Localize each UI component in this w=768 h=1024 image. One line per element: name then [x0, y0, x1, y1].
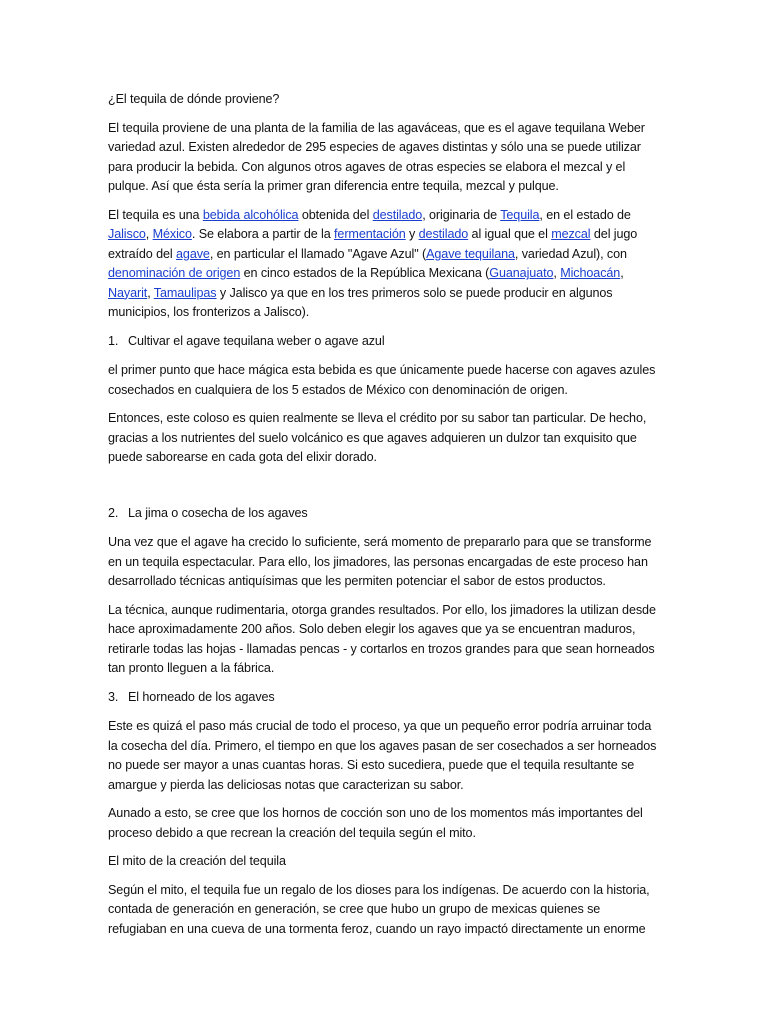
- definition-text: El tequila es una: [108, 207, 203, 222]
- definition-text: del jugo extraído del: [108, 227, 638, 261]
- step-2-paragraph-1: Una vez que el agave ha crecido lo suficiente, será momento de prepararlo para que se transforme en un tequila espectacular. Para ello, los jimadores, las personas encargadas de este proceso han desarrollado técnicas antiquísimas que les permiten potenciar el sabor de estos productos.: [108, 535, 652, 588]
- step-2-title: La jima o cosecha de los agaves: [128, 505, 308, 520]
- definition-text: y: [405, 227, 419, 241]
- step-1-heading: [108, 332, 660, 352]
- step-1-paragraph-1: el primer punto que hace mágica esta bebida es que únicamente puede hacerse con agaves azules cosechados en cualquiera de los 5 estados de México con denominación de origen.: [108, 363, 656, 397]
- step-2-paragraph-2: La técnica, aunque rudimentaria, otorga grandes resultados. Por ello, los jimadores la utilizan desde hace aproximadamente 200 años. Solo deben elegir los agaves que ya se encuentran maduros, retirarle todas las hojas - llamadas pencas - y cortarlos en trozos grandes para que sean horneados tan pronto lleguen a la fábrica.: [108, 602, 656, 675]
- definition-paragraph: [108, 206, 660, 323]
- step-1-paragraph-2: Entonces, este coloso es quien realmente se lleva el crédito por su sabor tan particular. De hecho, gracias a los nutrientes del suelo volcánico es que agaves adquieren un dulzor tan exquisito que puede saborearse en cada gota del elixir dorado.: [108, 411, 647, 464]
- document-title: ¿El tequila de dónde proviene?: [108, 92, 280, 106]
- step-2-number: 2.: [108, 505, 119, 520]
- link-agave-tequilana[interactable]: Agave tequilana: [426, 246, 515, 261]
- definition-text: al igual que el: [468, 227, 552, 241]
- definition-text: ,: [147, 285, 154, 300]
- intro-paragraph: El tequila proviene de una planta de la familia de las agaváceas, que es el agave tequilana Weber variedad azul. Existen alrededor de 295 especies de agaves distintas y sólo una se puede utilizar para producir la bebida. Con algunos otros agaves de otras especies se elabora el mezcal y el pulque. Así que ésta sería la primer gran diferencia entre tequila, mezcal y pulque.: [108, 120, 645, 193]
- link-destilado-2[interactable]: destilado: [418, 227, 469, 241]
- step-3-paragraph-2: Aunado a esto, se cree que los hornos de cocción son uno de los momentos más importantes del proceso debido a que recrean la creación del tequila según el mito.: [108, 806, 643, 840]
- link-bebida-alcoholica[interactable]: bebida alcohólica: [202, 207, 299, 222]
- definition-text: . Se elabora a partir de la: [191, 227, 335, 241]
- step-1-title: Cultivar el agave tequilana weber o agave azul: [128, 333, 385, 348]
- link-michoacan[interactable]: Michoacán: [560, 266, 621, 280]
- step-3-title: El horneado de los agaves: [128, 689, 275, 704]
- myth-paragraph-1: Según el mito, el tequila fue un regalo de los dioses para los indígenas. De acuerdo con la historia, contada de generación en generación, se cree que hubo un grupo de mexicas quienes se refugiaban en una cueva de una tormenta feroz, cuando un rayo impactó directamente un enorme: [108, 882, 650, 936]
- step-3-heading: [108, 688, 660, 708]
- link-nayarit[interactable]: Nayarit: [108, 285, 148, 300]
- definition-text: , variedad Azul), con: [514, 246, 627, 261]
- link-denominacion-de-origen[interactable]: denominación de origen: [108, 266, 241, 280]
- step-2-heading: [108, 504, 660, 524]
- step-3-number: 3.: [108, 689, 119, 704]
- blank-line: [108, 477, 660, 504]
- definition-text: , originaria de: [422, 207, 501, 222]
- link-agave[interactable]: agave: [176, 246, 210, 261]
- definition-text: y Jalisco ya que en los tres primeros solo se puede producir en algunos municipios, los fronterizos a Jalisco).: [108, 285, 613, 319]
- link-tequila[interactable]: Tequila: [500, 207, 540, 222]
- definition-text: ,: [620, 266, 624, 280]
- link-jalisco[interactable]: Jalisco: [108, 227, 146, 241]
- link-mexico[interactable]: México: [152, 227, 192, 241]
- link-tamaulipas[interactable]: Tamaulipas: [153, 285, 217, 300]
- step-1-number: 1.: [108, 333, 119, 348]
- definition-text: , en particular el llamado "Agave Azul" (: [209, 246, 427, 261]
- definition-text: obtenida del: [298, 207, 373, 222]
- link-destilado[interactable]: destilado: [372, 207, 423, 222]
- link-guanajuato[interactable]: Guanajuato: [489, 266, 554, 280]
- definition-text: ,: [553, 266, 561, 280]
- link-mezcal[interactable]: mezcal: [551, 227, 591, 241]
- myth-heading: El mito de la creación del tequila: [108, 854, 286, 868]
- step-3-paragraph-1: Este es quizá el paso más crucial de todo el proceso, ya que un pequeño error podría arruinar toda la cosecha del día. Primero, el tiempo en que los agaves pasan de ser cosechados a ser horneados no puede ser mayor a unas cuantas horas. Si esto sucediera, puede que el tequila resultante se amargue y pierda las deliciosas notas que caracterizan su sabor.: [108, 719, 657, 792]
- definition-text: en cinco estados de la República Mexicana (: [240, 266, 490, 280]
- definition-text: ,: [145, 227, 153, 241]
- definition-text: , en el estado de: [539, 207, 631, 222]
- link-fermentacion[interactable]: fermentación: [334, 227, 406, 241]
